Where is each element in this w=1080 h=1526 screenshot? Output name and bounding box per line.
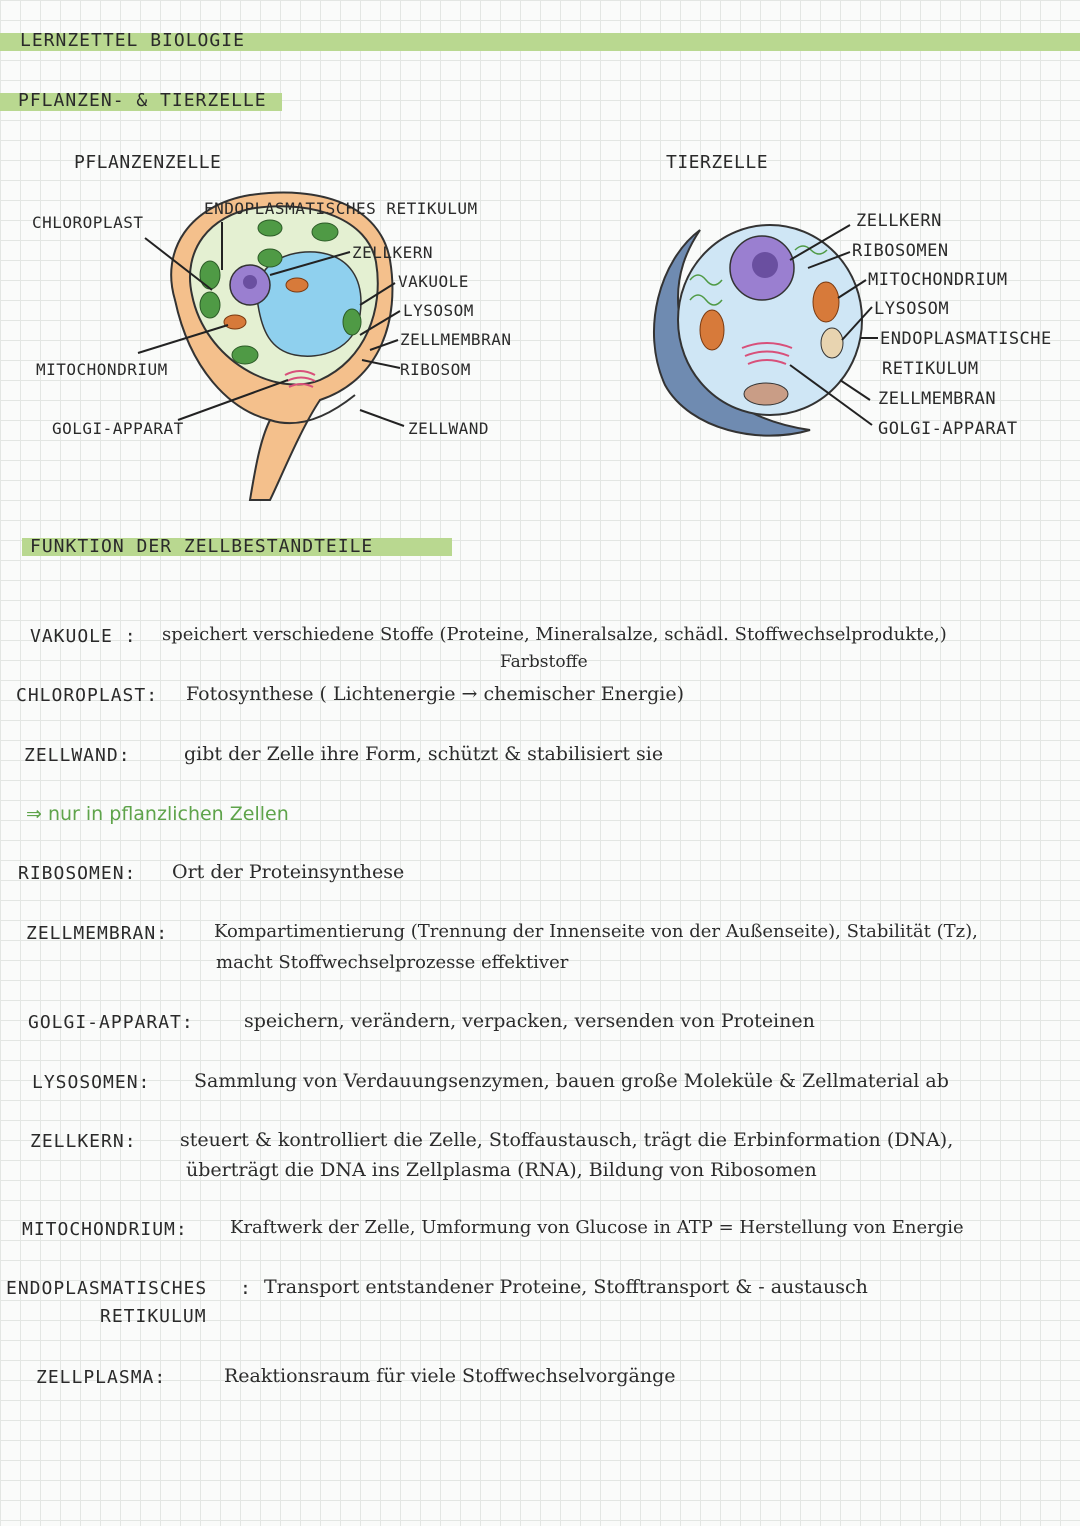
term-golgi: GOLGI-APPARAT: xyxy=(28,1012,194,1033)
desc-zellkern-2: überträgt die DNA ins Zellplasma (RNA), Bildung von Ribosomen xyxy=(186,1159,817,1181)
plant-label-mitochondrion: MITOCHONDRIUM xyxy=(36,360,168,379)
animal-label-er-2: RETIKULUM xyxy=(882,359,979,379)
desc-vakuole-2: Farbstoffe xyxy=(500,652,588,672)
animal-label-golgi: GOLGI-APPARAT xyxy=(878,419,1018,439)
desc-er: Transport entstandener Proteine, Stofftransport & - austausch xyxy=(264,1276,868,1298)
plant-label-nucleus: ZELLKERN xyxy=(352,243,434,262)
plant-label-cell-wall: ZELLWAND xyxy=(408,419,490,438)
plant-label-ribosome: RIBOSOM xyxy=(400,360,471,379)
term-ribosomen: RIBOSOMEN: xyxy=(18,863,137,884)
desc-zellmembran-2: macht Stoffwechselprozesse effektiver xyxy=(216,952,569,973)
animal-label-er-1: ENDOPLASMATISCHE xyxy=(880,329,1052,349)
term-chloroplast: CHLOROPLAST: xyxy=(16,685,159,706)
term-er-1: ENDOPLASMATISCHES xyxy=(6,1278,208,1299)
desc-vakuole-1: speichert verschiedene Stoffe (Proteine, Mineralsalze, schädl. Stoffwechselprodukte,) xyxy=(162,624,947,645)
term-er-colon: : xyxy=(240,1278,252,1299)
term-zellkern: ZELLKERN: xyxy=(30,1131,137,1152)
section-title-functions: FUNKTION DER ZELLBESTANDTEILE xyxy=(30,536,374,557)
desc-zellmembran-1: Kompartimentierung (Trennung der Innenseite von der Außenseite), Stabilität (Tz), xyxy=(214,921,978,942)
desc-ribosomen: Ort der Proteinsynthese xyxy=(172,861,405,883)
desc-zellwand: gibt der Zelle ihre Form, schützt & stabilisiert sie xyxy=(184,743,664,765)
animal-label-ribosomes: RIBOSOMEN xyxy=(852,241,949,261)
plant-label-er: ENDOPLASMATISCHES RETIKULUM xyxy=(204,199,478,218)
term-zellmembran: ZELLMEMBRAN: xyxy=(26,923,169,944)
plant-label-chloroplast: CHLOROPLAST xyxy=(32,213,144,232)
desc-zellkern-1: steuert & kontrolliert die Zelle, Stoffaustausch, trägt die Erbinformation (DNA), xyxy=(180,1129,954,1151)
desc-golgi: speichern, verändern, verpacken, versenden von Proteinen xyxy=(244,1010,815,1032)
section-title-cells: PFLANZEN- & TIERZELLE xyxy=(18,90,267,111)
plant-label-vacuole: VAKUOLE xyxy=(398,272,469,291)
term-zellplasma: ZELLPLASMA: xyxy=(36,1367,167,1388)
term-vakuole: VAKUOLE : xyxy=(30,626,137,647)
desc-lysosomen: Sammlung von Verdauungsenzymen, bauen große Moleküle & Zellmaterial ab xyxy=(194,1070,949,1092)
animal-label-lysosome: LYSOSOM xyxy=(874,299,950,319)
animal-label-mitochondrion: MITOCHONDRIUM xyxy=(868,270,1008,290)
term-lysosomen: LYSOSOMEN: xyxy=(32,1072,151,1093)
plant-label-golgi: GOLGI-APPARAT xyxy=(52,419,184,438)
term-mitochondrium: MITOCHONDRIUM: xyxy=(22,1219,188,1240)
plant-label-lysosome: LYSOSOM xyxy=(403,301,474,320)
desc-mitochondrium: Kraftwerk der Zelle, Umformung von Glucose in ATP = Herstellung von Energie xyxy=(230,1217,964,1238)
plant-label-membrane: ZELLMEMBRAN xyxy=(400,330,512,349)
animal-label-membrane: ZELLMEMBRAN xyxy=(878,389,997,409)
desc-zellplasma: Reaktionsraum für viele Stoffwechselvorgänge xyxy=(224,1365,676,1387)
animal-cell-title: TIERZELLE xyxy=(666,152,769,173)
animal-label-nucleus: ZELLKERN xyxy=(856,211,942,231)
desc-chloroplast: Fotosynthese ( Lichtenergie → chemischer Energie) xyxy=(186,683,685,705)
plant-cell-title: PFLANZENZELLE xyxy=(74,152,222,173)
term-er-2: RETIKULUM xyxy=(100,1306,207,1327)
term-zellwand: ZELLWAND: xyxy=(24,745,131,766)
note-plant-only: ⇒ nur in pflanzlichen Zellen xyxy=(26,803,289,825)
page-title: LERNZETTEL BIOLOGIE xyxy=(20,30,245,51)
